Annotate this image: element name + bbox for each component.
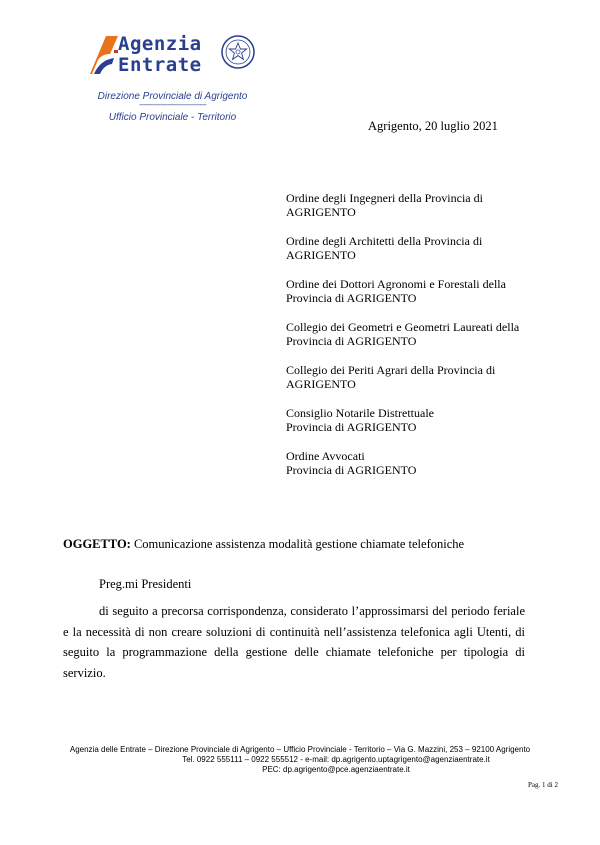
recipient-item bbox=[286, 363, 556, 391]
recipient-line: Ordine degli Ingegneri della Provincia di bbox=[286, 191, 483, 205]
greeting: Preg.mi Presidenti bbox=[99, 577, 192, 591]
page-number: Pag. 1 di 2 bbox=[528, 781, 558, 789]
logo-word-agenzia: Agenzia bbox=[118, 33, 202, 55]
footer-pec: PEC: dp.agrigento@pce.agenziaentrate.it bbox=[262, 765, 410, 774]
recipient-item bbox=[286, 320, 556, 348]
recipient-line: Ordine dei Dottori Agronomi e Forestali della bbox=[286, 277, 506, 291]
recipient-line: Ordine degli Architetti della Provincia di bbox=[286, 234, 483, 248]
logo-word-entrate: Entrate bbox=[118, 54, 202, 76]
office-territory: Ufficio Provinciale - Territorio bbox=[108, 112, 237, 123]
office-directorate: Direzione Provinciale di Agrigento bbox=[97, 91, 248, 102]
recipient-line: Collegio dei Periti Agrari della Provincia di bbox=[286, 363, 496, 377]
recipient-line: Provincia di AGRIGENTO bbox=[286, 334, 417, 348]
recipient-line: AGRIGENTO bbox=[286, 377, 356, 391]
footer-contacts: Tel. 0922 555111 – 0922 555512 - e-mail: dp.agrigento.uptagrigento@agenziaentrate.it bbox=[182, 755, 490, 764]
recipient-item bbox=[286, 406, 556, 434]
republic-emblem bbox=[222, 36, 254, 68]
recipient-item bbox=[286, 234, 556, 262]
footer-address: Agenzia delle Entrate – Direzione Provinciale di Agrigento – Ufficio Provinciale - Territorio – Via G. Mazzini, 253 – 92100 Agrigento bbox=[69, 745, 531, 754]
subject-text: Comunicazione assistenza modalità gestione chiamate telefoniche bbox=[130, 537, 465, 551]
subject-line bbox=[63, 537, 464, 552]
recipient-item bbox=[286, 449, 556, 477]
office-separator: ------------------------------- bbox=[138, 100, 207, 109]
recipient-line: AGRIGENTO bbox=[286, 248, 356, 262]
subject-label: OGGETTO: bbox=[63, 537, 131, 551]
recipient-line: Ordine Avvocati bbox=[286, 449, 365, 463]
letter-date: Agrigento, 20 luglio 2021 bbox=[368, 119, 498, 133]
recipient-line: Provincia di AGRIGENTO bbox=[286, 463, 417, 477]
recipient-line: Provincia di AGRIGENTO bbox=[286, 420, 417, 434]
recipients-list bbox=[286, 191, 556, 492]
body-paragraph: di seguito a precorsa corrispondenza, considerato l’approssimarsi del periodo feriale e la necessità di non creare soluzioni di continuità nell’assistenza telefonica agli Utenti, di seguito la programmazione della gestione delle chiamate telefoniche per tipologia di servizio. bbox=[63, 604, 525, 680]
recipient-item bbox=[286, 277, 556, 305]
recipient-line: Provincia di AGRIGENTO bbox=[286, 291, 417, 305]
agenzia-entrate-logo bbox=[88, 30, 258, 80]
recipient-item bbox=[286, 191, 556, 219]
recipient-line: AGRIGENTO bbox=[286, 205, 356, 219]
recipient-line: Collegio dei Geometri e Geometri Laureati della bbox=[286, 320, 520, 334]
recipient-line: Consiglio Notarile Distrettuale bbox=[286, 406, 434, 420]
